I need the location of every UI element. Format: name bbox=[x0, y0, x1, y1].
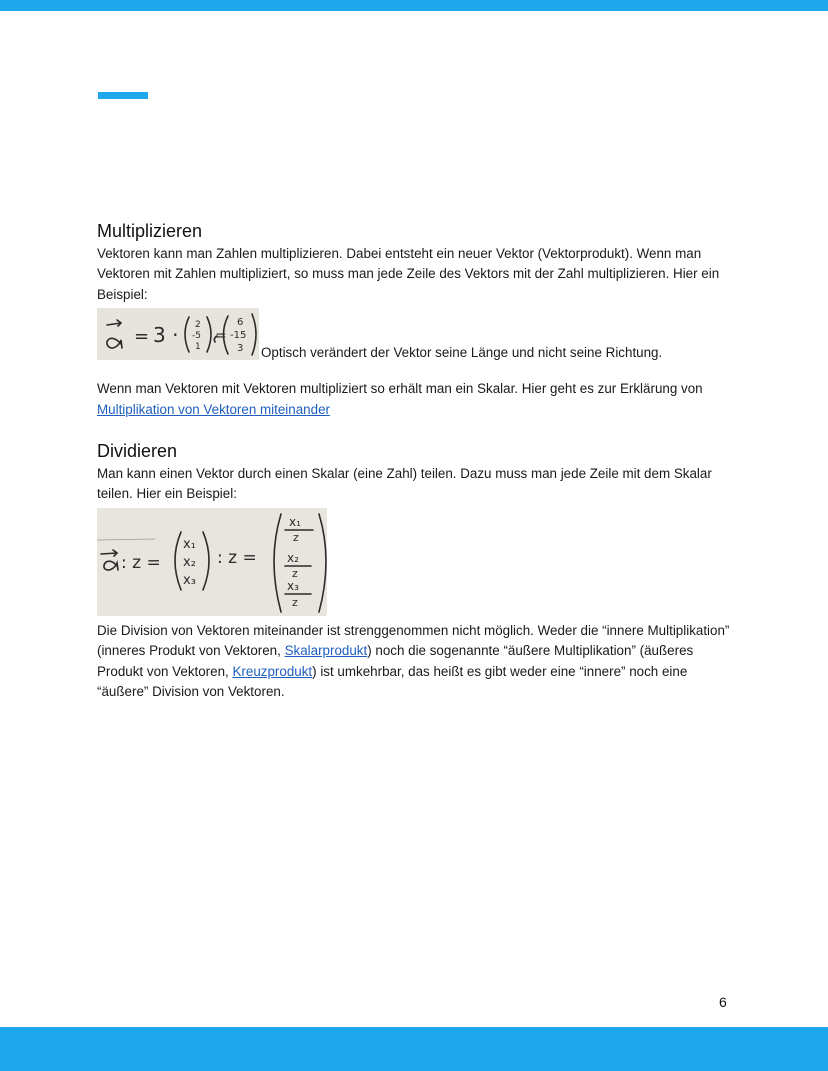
paragraph-division-text-a: Die Division von Vektoren miteinander ist strenggenommen nicht möglich. Weder die “innere Multiplikation” (inneres Produkt von Vektoren, bbox=[97, 622, 730, 659]
paragraph-dividieren-intro: Man kann einen Vektor durch einen Skalar (eine Zahl) teilen. Dazu muss man jede Zeile mit dem Skalar teilen. Hier ein Beispiel: bbox=[97, 466, 712, 502]
hw1-eq2: = bbox=[215, 328, 227, 345]
page-number: 6 bbox=[719, 994, 727, 1010]
hw2-vec-in-3: x₃ bbox=[183, 572, 196, 588]
page-content bbox=[97, 218, 737, 702]
hw2-num-1: x₁ bbox=[289, 514, 301, 529]
paragraph-division-text-c: ) ist umkehrbar, das heißt es gibt weder eine “innere” noch eine “äußere” Division von Vektoren. bbox=[97, 663, 688, 700]
hw2-den-1: z bbox=[293, 530, 299, 544]
hw2-op2: : z = bbox=[217, 547, 257, 568]
paragraph-vector-multiplication-text: Wenn man Vektoren mit Vektoren multipliziert so erhält man ein Skalar. Hier geht es zur Erklärung von bbox=[97, 381, 703, 397]
accent-dash bbox=[98, 92, 148, 99]
hw1-eq: = bbox=[134, 326, 150, 348]
bottom-accent-bar bbox=[0, 1027, 828, 1071]
hw1-vec-out-3: 3 bbox=[237, 343, 244, 355]
hw2-num-2: x₂ bbox=[287, 550, 299, 565]
link-skalarprodukt[interactable]: Skalarprodukt bbox=[284, 643, 368, 659]
hw2-vec-in-2: x₂ bbox=[183, 554, 196, 570]
example-line-multiplication bbox=[97, 308, 737, 360]
hw1-vec-out-2: -15 bbox=[230, 330, 247, 342]
hw1-vec-in-1: 2 bbox=[195, 320, 201, 331]
hw2-vec-in-1: x₁ bbox=[183, 536, 196, 552]
link-kreuzprodukt[interactable]: Kreuzprodukt bbox=[232, 663, 313, 679]
hw1-scalar: 3 · bbox=[153, 323, 179, 348]
hw2-den-2: z bbox=[292, 566, 298, 580]
hw2-num-3: x₃ bbox=[287, 578, 299, 593]
hw1-vec-in-3: 1 bbox=[195, 342, 201, 353]
hw1-vec-in-2: -5 bbox=[192, 331, 201, 342]
heading-multiplizieren: Multiplizieren bbox=[97, 221, 203, 241]
paragraph-vector-multiplication bbox=[97, 379, 737, 420]
image-caption-multiplication: Optisch verändert der Vektor seine Länge und nicht seine Richtung. bbox=[261, 345, 663, 361]
hw2-op: : z = bbox=[121, 552, 161, 573]
link-multiplikation-von-vektoren[interactable]: Multiplikation von Vektoren miteinander bbox=[97, 401, 330, 417]
handwritten-multiplication-example bbox=[97, 308, 259, 360]
paragraph-multiplizieren-intro: Vektoren kann man Zahlen multiplizieren. Dabei entsteht ein neuer Vektor (Vektorprodukt). Wenn man Vektoren mit Zahlen multipliziert, so muss man jede Zeile des Vektors mit der Zahl multiplizieren. Hier ein Beispiel: bbox=[97, 246, 720, 302]
paragraph-division-text-b: ) noch die sogenannte “äußere Multiplikation” (äußeres Produkt von Vektoren, bbox=[97, 643, 694, 679]
heading-dividieren: Dividieren bbox=[97, 441, 178, 462]
hw1-vec-out-1: 6 bbox=[237, 317, 244, 329]
handwritten-division-example bbox=[97, 508, 327, 616]
paragraph-division-explanation bbox=[97, 621, 737, 703]
top-accent-bar bbox=[0, 0, 828, 11]
hw2-den-3: z bbox=[292, 595, 298, 609]
